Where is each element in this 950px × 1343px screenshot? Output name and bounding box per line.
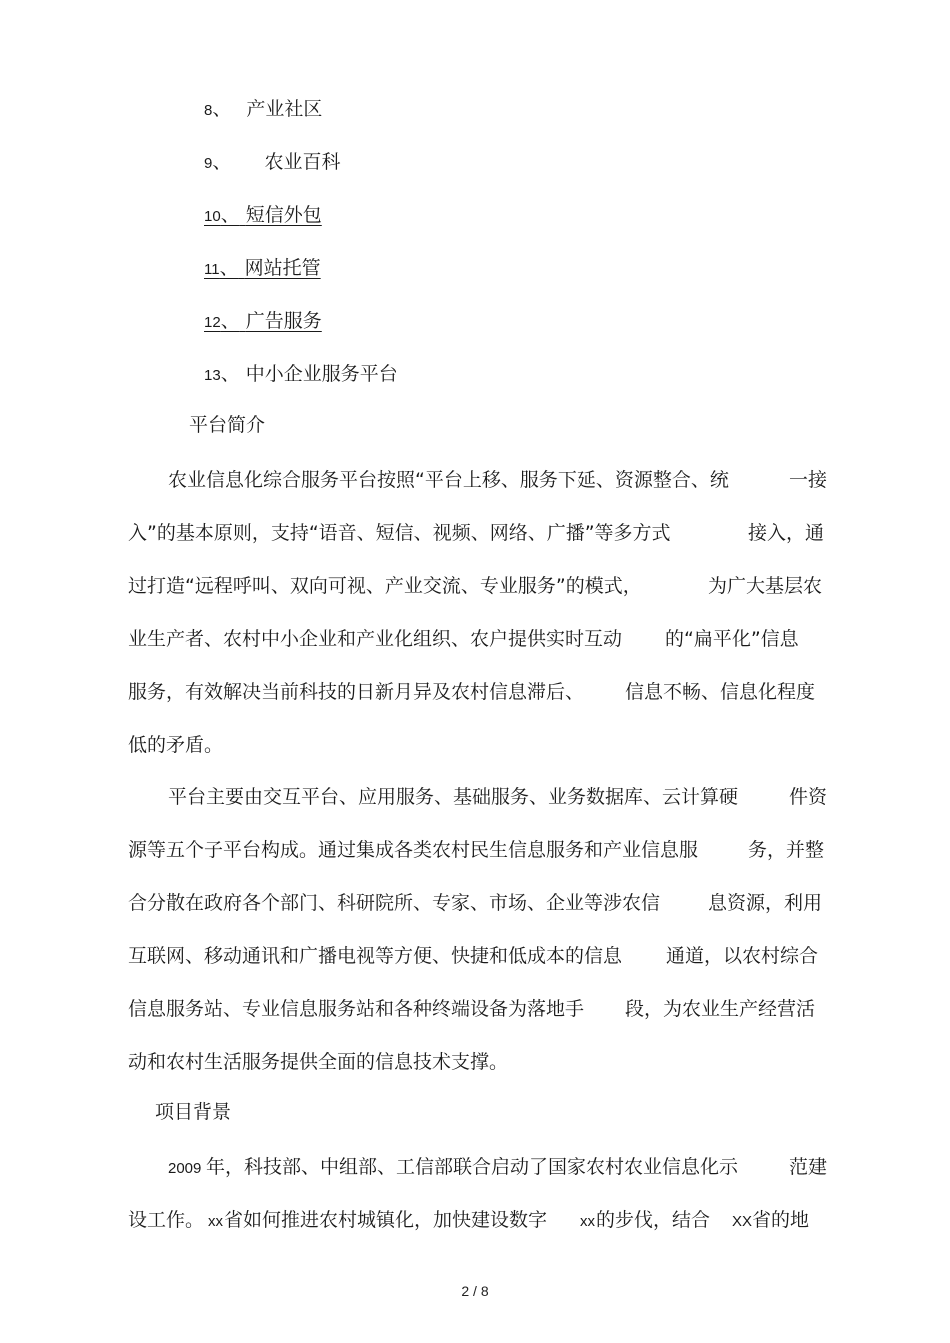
- text-line: [128, 468, 828, 521]
- text-segment: 低的矛盾。: [128, 734, 224, 756]
- text-line: [128, 733, 828, 786]
- list-item-link[interactable]: [204, 203, 322, 229]
- list-label: 产业社区: [246, 98, 323, 120]
- text-line: [128, 680, 828, 733]
- list-separator: 、: [220, 363, 240, 385]
- text-segment: 信息不畅、信息化程度: [625, 681, 816, 703]
- text-line: [128, 785, 828, 838]
- list-separator: 、: [220, 310, 240, 332]
- list-separator: 、: [219, 257, 239, 279]
- list-number: 13: [204, 367, 221, 384]
- text-segment: xx: [580, 1213, 595, 1230]
- text-line: [128, 1208, 828, 1261]
- page-number: 2 / 8: [461, 1283, 489, 1299]
- text-line: [128, 574, 828, 627]
- text-line: [128, 838, 828, 891]
- text-segment: 源等五个子平台构成。通过集成各类农村民生信息服务和产业信息服: [128, 839, 699, 861]
- text-line: [128, 1050, 828, 1103]
- list-item: [204, 150, 341, 176]
- text-line: [128, 944, 828, 997]
- list-label: 短信外包: [245, 204, 322, 226]
- text-segment: 省的地: [752, 1209, 810, 1231]
- text-segment: 设工作。: [128, 1209, 205, 1231]
- text-segment: 入”的基本原则，支持“语音、短信、视频、网络、广播”等多方式: [128, 522, 671, 544]
- text-line: [128, 521, 828, 574]
- list-label: 网站托管: [244, 257, 321, 279]
- text-segment: 农业信息化综合服务平台按照“平台上移、服务下延、资源整合、统: [168, 469, 729, 491]
- text-segment: 段，为农业生产经营活: [625, 998, 816, 1020]
- list-number: 11: [204, 261, 220, 278]
- section-heading: 项目背景: [155, 1101, 232, 1123]
- list-item: [204, 362, 398, 388]
- text-segment: xx: [208, 1213, 223, 1230]
- list-number: 9: [204, 155, 213, 172]
- text-segment: 息资源，利用: [708, 892, 823, 914]
- text-segment: 范建: [789, 1156, 828, 1178]
- paragraph: [128, 1155, 828, 1261]
- text-segment: 接入，通: [748, 522, 825, 544]
- text-segment: 服务，有效解决当前科技的日新月异及农村信息滞后、: [128, 681, 585, 703]
- list-label: 中小企业服务平台: [245, 363, 398, 385]
- text-segment: XX: [732, 1213, 753, 1230]
- text-segment: 过打造“远程呼叫、双向可视、产业交流、专业服务”的模式，: [128, 575, 642, 597]
- text-segment: 平台主要由交互平台、应用服务、基础服务、业务数据库、云计算硬: [168, 786, 739, 808]
- list-number: 10: [204, 208, 221, 225]
- text-segment: 年，科技部、中组部、工信部联合启动了国家农村农业信息化示: [206, 1156, 739, 1178]
- text-segment: 的“扁平化”信息: [665, 628, 799, 650]
- text-segment: 务，并整: [748, 839, 825, 861]
- year-number: 2009: [168, 1160, 202, 1177]
- text-segment: 省如何推进农村城镇化，加快建设数字: [224, 1209, 548, 1231]
- text-segment: 业生产者、农村中小企业和产业化组织、农户提供实时互动: [128, 628, 623, 650]
- text-segment: 通道，以农村综合: [666, 945, 819, 967]
- text-segment: 一接: [789, 469, 828, 491]
- text-segment: 合分散在政府各个部门、科研院所、专家、市场、企业等涉农信: [128, 892, 661, 914]
- list-label: 广告服务: [245, 310, 322, 332]
- list-separator: 、: [212, 151, 232, 173]
- list-label: 农业百科: [264, 151, 341, 173]
- text-line: [128, 627, 828, 680]
- text-line: [128, 997, 828, 1050]
- text-segment: 件资: [789, 786, 828, 808]
- list-number: 8: [204, 102, 213, 119]
- text-segment: 的步伐，结合: [596, 1209, 711, 1231]
- paragraph: [128, 785, 828, 1103]
- text-segment: 信息服务站、专业信息服务站和各种终端设备为落地手: [128, 998, 585, 1020]
- section-heading: 平台简介: [189, 414, 266, 436]
- text-segment: 动和农村生活服务提供全面的信息技术支撑。: [128, 1051, 509, 1073]
- list-number: 12: [204, 314, 221, 331]
- text-line: [128, 1155, 828, 1208]
- text-line: [128, 891, 828, 944]
- list-separator: 、: [212, 98, 232, 120]
- list-item: [204, 97, 322, 123]
- paragraph: [128, 468, 828, 786]
- list-item-link[interactable]: [204, 256, 321, 282]
- text-segment: 互联网、移动通讯和广播电视等方便、快捷和低成本的信息: [128, 945, 623, 967]
- text-segment: 为广大基层农: [708, 575, 823, 597]
- list-item-link[interactable]: [204, 309, 322, 335]
- list-separator: 、: [220, 204, 240, 226]
